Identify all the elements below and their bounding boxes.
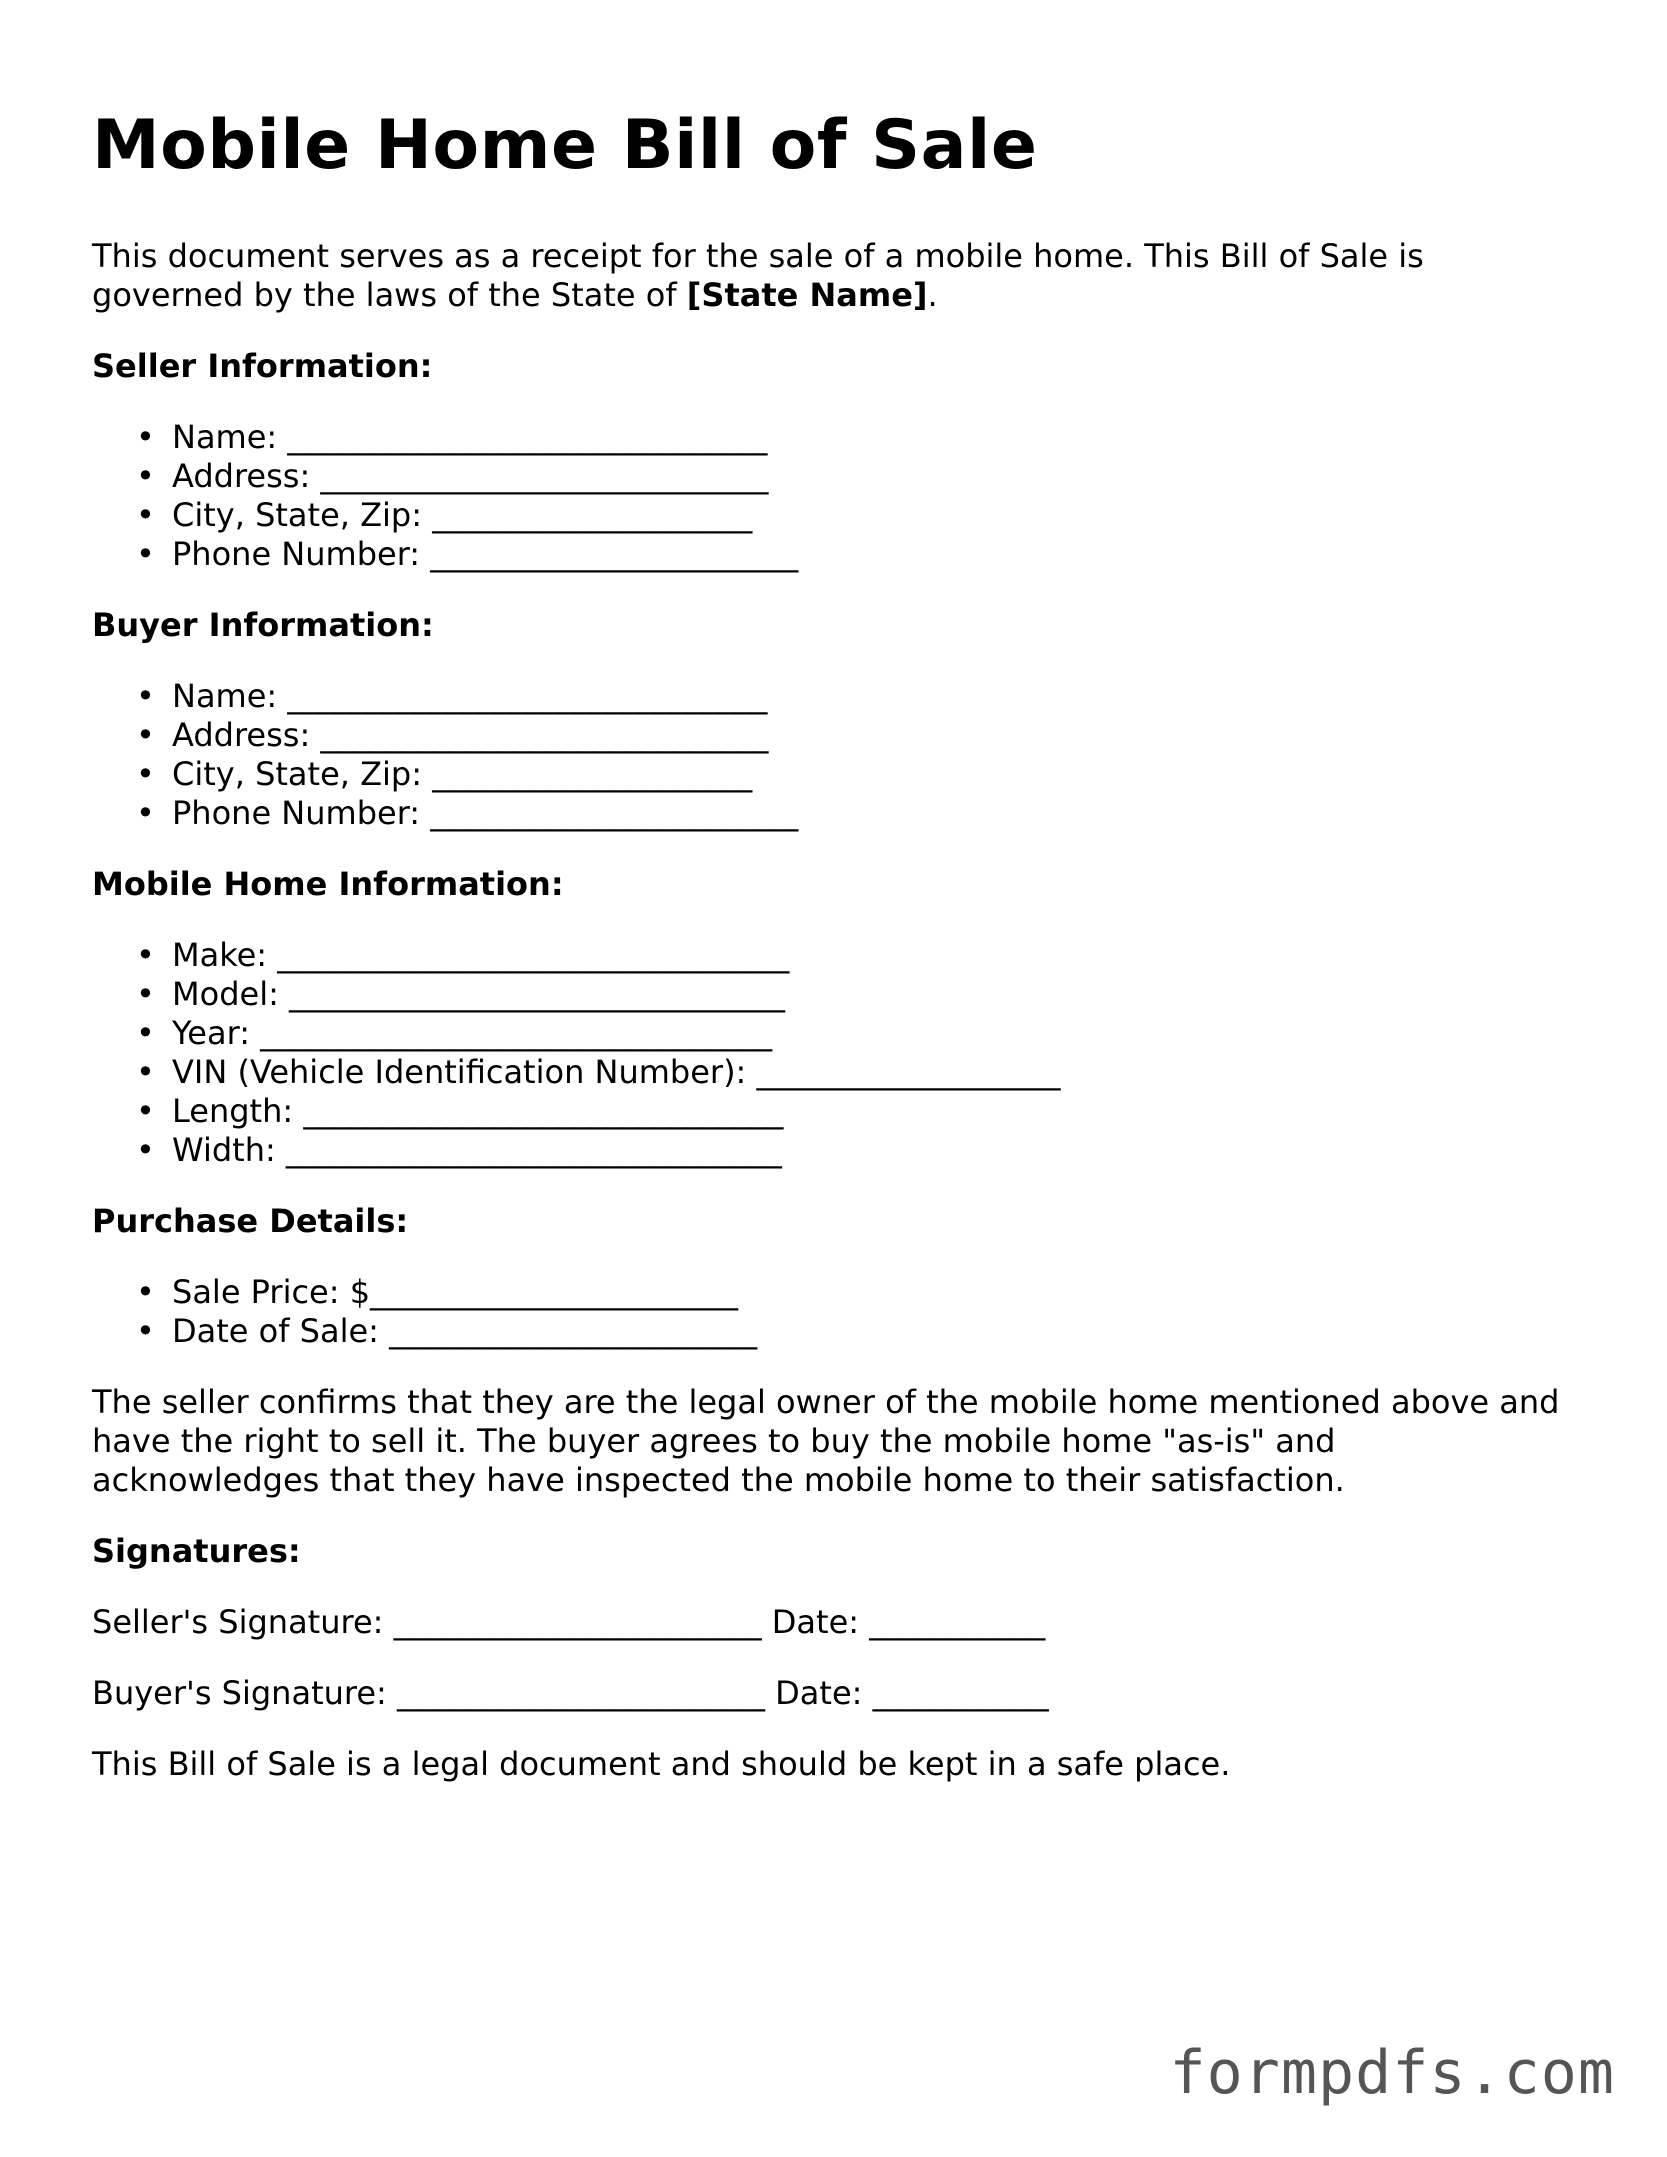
list-item	[136, 1130, 1572, 1170]
intro-text-end: .	[927, 275, 938, 314]
document-title: Mobile Home Bill of Sale	[92, 106, 1038, 185]
list-item	[136, 715, 1572, 755]
bullet-icon: •	[136, 1091, 155, 1130]
seller-field-list	[92, 418, 1572, 574]
list-item	[136, 974, 1572, 1014]
bullet-icon: •	[136, 534, 155, 573]
list-item	[136, 1052, 1572, 1092]
list-item	[136, 935, 1572, 975]
seller-name-field: Name: ______________________________	[172, 417, 768, 456]
bullet-icon: •	[136, 417, 155, 456]
watermark-logo: formpdfs.com	[1169, 2038, 1615, 2108]
ownership-statement: The seller confirms that they are the legal owner of the mobile home mentioned above and have the right to sell it. The buyer agrees to buy the mobile home "as-is" and acknowledges that they have inspected the mobile home to their satisfaction.	[92, 1382, 1560, 1499]
signatures-heading: Signatures:	[92, 1531, 301, 1570]
width-field: Width: _______________________________	[172, 1130, 782, 1169]
bullet-icon: •	[136, 676, 155, 715]
bullet-icon: •	[136, 935, 155, 974]
list-item	[136, 456, 1572, 496]
purchase-heading: Purchase Details:	[92, 1201, 409, 1240]
seller-city-state-zip-field: City, State, Zip: ____________________	[172, 495, 753, 534]
closing-note: This Bill of Sale is a legal document and should be kept in a safe place.	[92, 1744, 1231, 1783]
bullet-icon: •	[136, 1311, 155, 1350]
bullet-icon: •	[136, 1052, 155, 1091]
intro-paragraph	[92, 237, 1572, 315]
model-field: Model: _______________________________	[172, 974, 786, 1013]
mobile-home-field-list	[92, 936, 1572, 1170]
list-item	[136, 793, 1572, 833]
seller-signature-line: Seller's Signature: _______________________ Date: ___________	[92, 1602, 1046, 1641]
buyer-phone-field: Phone Number: _______________________	[172, 793, 799, 832]
bullet-icon: •	[136, 456, 155, 495]
mobile-home-heading: Mobile Home Information:	[92, 864, 564, 903]
list-item	[136, 534, 1572, 574]
list-item	[136, 1013, 1572, 1053]
year-field: Year: ________________________________	[172, 1013, 773, 1052]
list-item	[136, 754, 1572, 794]
bullet-icon: •	[136, 1013, 155, 1052]
bullet-icon: •	[136, 793, 155, 832]
buyer-heading: Buyer Information:	[92, 605, 434, 644]
buyer-field-list	[92, 677, 1572, 833]
bullet-icon: •	[136, 754, 155, 793]
list-item	[136, 417, 1572, 457]
length-field: Length: ______________________________	[172, 1091, 784, 1130]
bullet-icon: •	[136, 974, 155, 1013]
vin-field: VIN (Vehicle Identification Number): ___________________	[172, 1052, 1061, 1091]
seller-address-field: Address: ____________________________	[172, 456, 769, 495]
buyer-signature-line: Buyer's Signature: _______________________ Date: ___________	[92, 1673, 1049, 1712]
list-item	[136, 1272, 1572, 1312]
date-of-sale-field: Date of Sale: _______________________	[172, 1311, 758, 1350]
sale-price-field: Sale Price: $_______________________	[172, 1272, 739, 1311]
list-item	[136, 1311, 1572, 1351]
list-item	[136, 676, 1572, 716]
bullet-icon: •	[136, 1272, 155, 1311]
bullet-icon: •	[136, 1130, 155, 1169]
buyer-name-field: Name: ______________________________	[172, 676, 768, 715]
document-page	[92, 105, 1572, 1784]
buyer-city-state-zip-field: City, State, Zip: ____________________	[172, 754, 753, 793]
bullet-icon: •	[136, 495, 155, 534]
state-name-placeholder: [State Name]	[686, 275, 928, 314]
purchase-field-list	[92, 1273, 1572, 1351]
make-field: Make: ________________________________	[172, 935, 790, 974]
seller-heading: Seller Information:	[92, 346, 433, 385]
intro-text: This document serves as a receipt for the sale of a mobile home. This Bill of Sale is governed by the laws of the State of	[92, 236, 1424, 314]
list-item	[136, 495, 1572, 535]
buyer-address-field: Address: ____________________________	[172, 715, 769, 754]
list-item	[136, 1091, 1572, 1131]
bullet-icon: •	[136, 715, 155, 754]
seller-phone-field: Phone Number: _______________________	[172, 534, 799, 573]
